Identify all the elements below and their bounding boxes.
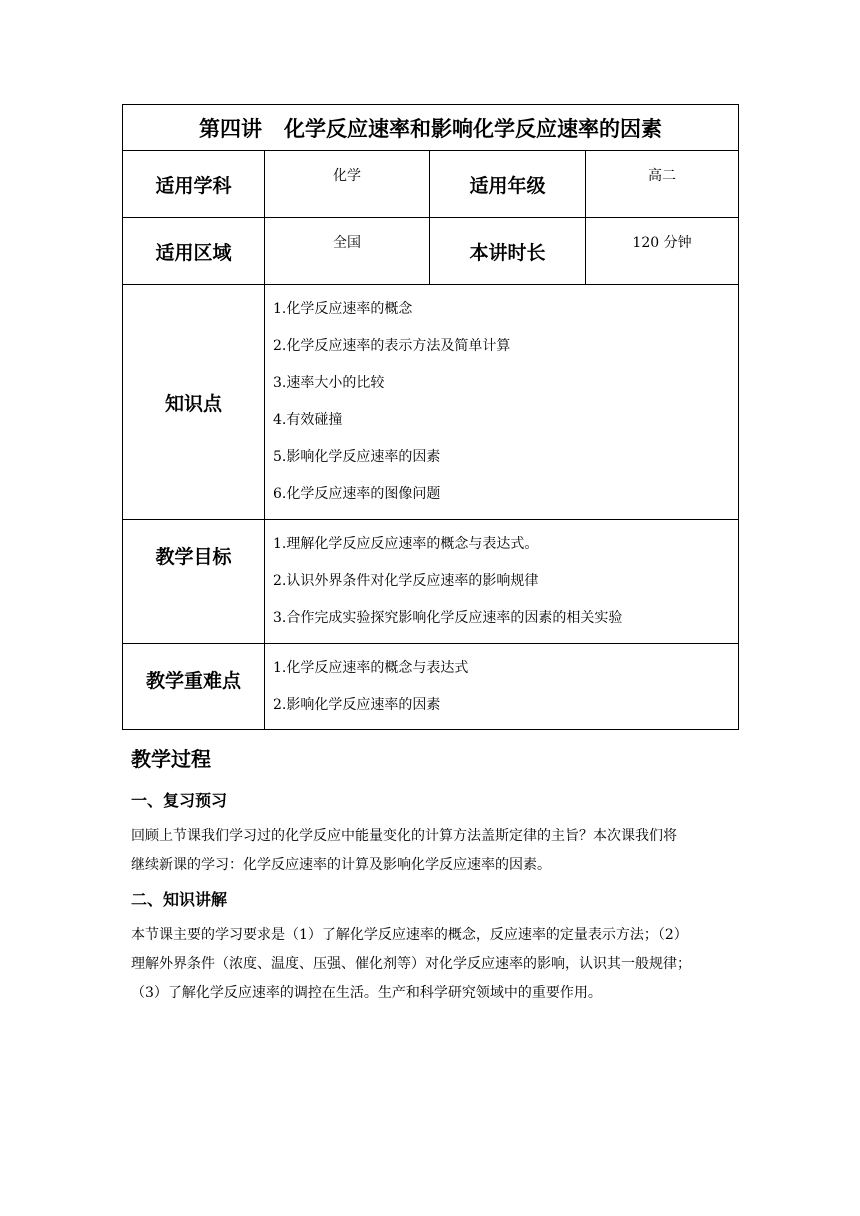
paragraph-line: 本节课主要的学习要求是（1）了解化学反应速率的概念，反应速率的定量表示方法；（2） [131, 927, 688, 943]
subject-label: 适用学科 [123, 151, 265, 218]
knowledge-list [265, 285, 739, 520]
list-item: 1.理解化学反应反应速率的概念与表达式。 [273, 536, 539, 552]
list-item: 4.有效碰撞 [273, 412, 343, 428]
paragraph-line: 继续新课的学习：化学反应速率的计算及影响化学反应速率的因素。 [131, 857, 551, 873]
key-points-label: 教学重难点 [123, 644, 265, 730]
goals-list [265, 520, 739, 644]
lesson-number: 第四讲 [199, 116, 262, 141]
list-item: 2.认识外界条件对化学反应速率的影响规律 [273, 573, 539, 589]
goals-label: 教学目标 [123, 520, 265, 644]
knowledge-label: 知识点 [123, 285, 265, 520]
lesson-info-table [122, 104, 739, 730]
list-item: 5.影响化学反应速率的因素 [273, 449, 441, 465]
list-item: 1.化学反应速率的概念 [273, 301, 413, 317]
process-heading: 教学过程 [131, 747, 211, 771]
key-points-list [265, 644, 739, 730]
paragraph-line: （3）了解化学反应速率的调控在生活。生产和科学研究领域中的重要作用。 [131, 985, 602, 1001]
section1-heading: 一、复习预习 [131, 791, 228, 810]
lesson-topic: 化学反应速率和影响化学反应速率的因素 [284, 116, 662, 141]
lesson-title [123, 105, 739, 151]
section1-paragraph [131, 822, 731, 880]
grade-label: 适用年级 [430, 151, 586, 218]
list-item: 3.速率大小的比较 [273, 375, 385, 391]
region-label: 适用区域 [123, 218, 265, 285]
list-item: 2.影响化学反应速率的因素 [273, 697, 441, 713]
section2-heading: 二、知识讲解 [131, 890, 228, 909]
duration-label: 本讲时长 [430, 218, 586, 285]
list-item: 2.化学反应速率的表示方法及简单计算 [273, 338, 511, 354]
list-item: 3.合作完成实验探究影响化学反应速率的因素的相关实验 [273, 610, 623, 626]
paragraph-line: 理解外界条件（浓度、温度、压强、催化剂等）对化学反应速率的影响，认识其一般规律； [131, 956, 691, 972]
list-item: 1.化学反应速率的概念与表达式 [273, 660, 469, 676]
duration-value: 120 分钟 [586, 218, 739, 285]
grade-value: 高二 [586, 151, 739, 218]
list-item: 6.化学反应速率的图像问题 [273, 486, 441, 502]
region-value: 全国 [265, 218, 430, 285]
section2-paragraph [131, 921, 731, 1008]
paragraph-line: 回顾上节课我们学习过的化学反应中能量变化的计算方法盖斯定律的主旨？本次课我们将 [131, 828, 677, 844]
subject-value: 化学 [265, 151, 430, 218]
